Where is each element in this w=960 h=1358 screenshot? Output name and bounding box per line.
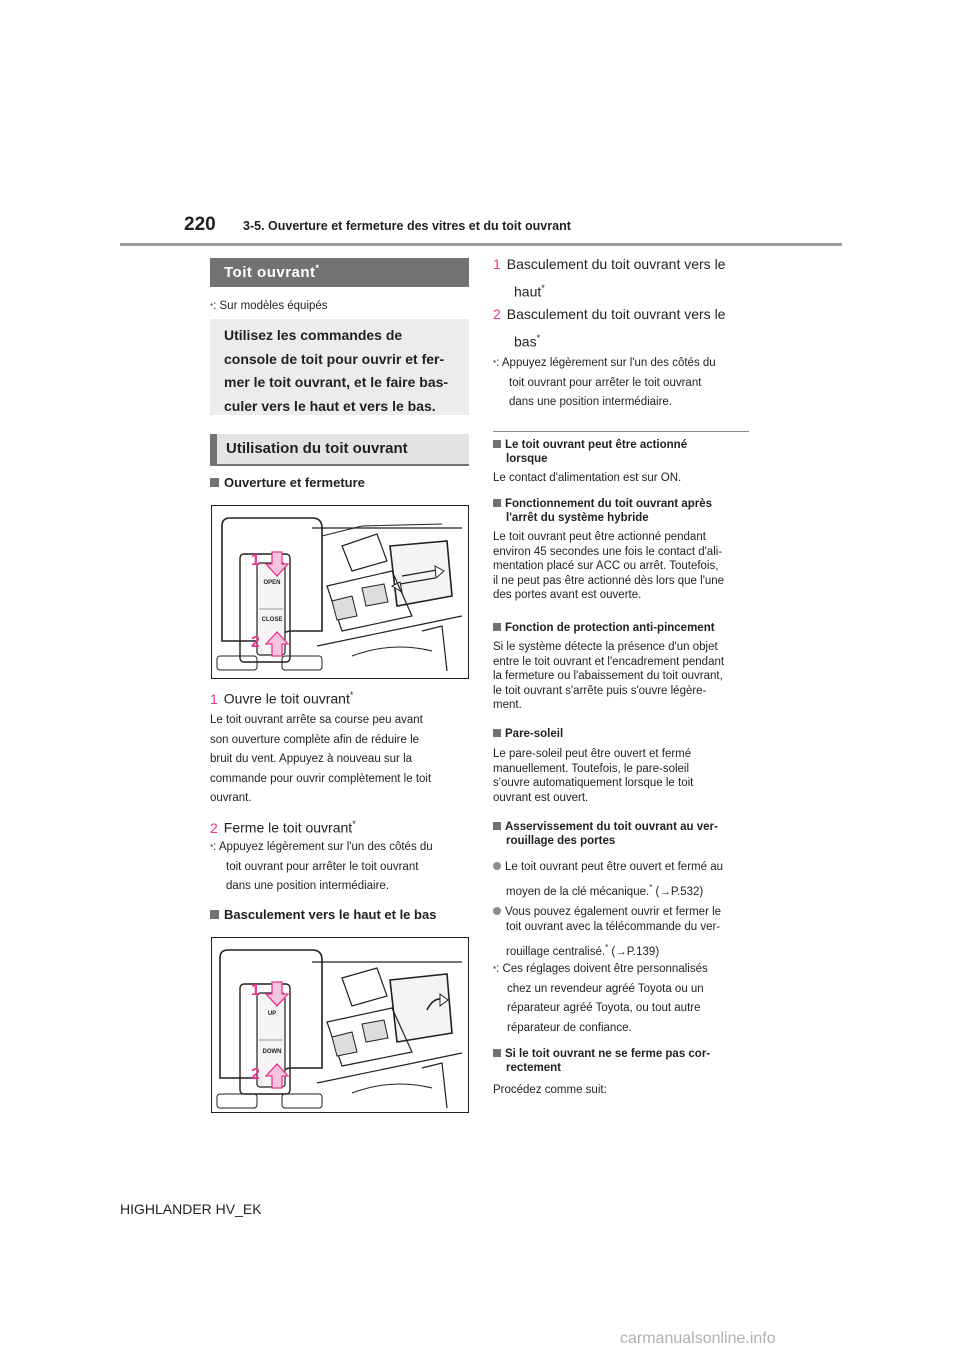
right-step-2: 2 Basculement du toit ouvrant vers le bas* <box>493 306 726 350</box>
figure-callout-1: 1 <box>251 552 260 569</box>
left-star-note: *: Appuyez légèrement sur l'un des côtés du toit ouvrant pour arrêter le toit ouvrant dans une position intermédiaire. <box>210 841 433 892</box>
operable-when-body: Le contact d'alimentation est sur ON. <box>493 472 682 484</box>
right-star-note-2: *: Ces réglages doivent être personnalisés chez un revendeur agréé Toyota ou un réparateur agréé Toyota, ou tout autre réparateur de confiance. <box>493 963 708 1034</box>
section-title: 3-5. Ouverture et fermeture des vitres et du toit ouvrant <box>243 219 571 233</box>
anti-pinch-body: Si le système détecte la présence d'un objet entre le toit ouvrant et l'encadrement pendant la fermeture ou l'abaissement du toit ouvrant, le toit ouvrant s'arrête puis s'ouvre légère- ment. <box>493 641 725 711</box>
page-number: 220 <box>184 214 216 235</box>
figure2-callout-2: 2 <box>251 1066 260 1083</box>
door-lock-link-heading: Asservissement du toit ouvrant au ver- rouillage des portes <box>493 820 718 848</box>
operable-when-heading: Le toit ouvrant peut être actionné lorsque <box>493 438 687 466</box>
not-closing-body: Procédez comme suit: <box>493 1084 607 1096</box>
after-hybrid-stop-heading: Fonctionnement du toit ouvrant après l'arrêt du système hybride <box>493 497 712 525</box>
page-ref-532[interactable]: (→P.532) <box>652 885 704 898</box>
figure2-callout-1: 1 <box>251 982 260 999</box>
down-switch-label: DOWN <box>262 1049 282 1055</box>
intro-box: Utilisez les commandes de console de toit pour ouvrir et fer- mer le toit ouvrant, et le faire bas- culer vers le haut et vers le bas. <box>210 319 469 415</box>
tilt-figure <box>211 937 469 1113</box>
bullet-mechanical-key: Le toit ouvrant peut être ouvert et fermé au moyen de la clé mécanique.* (→P.532) <box>493 858 723 902</box>
after-hybrid-stop-body: Le toit ouvrant peut être actionné pendant environ 45 secondes une fois le contact d'ali- mentation placé sur ACC ou arrêt. Toutefois, il ne peut pas être actionné dès lors que l'une des portes avant est ouverte. <box>493 531 725 601</box>
figure-callout-2: 2 <box>251 634 260 651</box>
sunroof-heading: Toit ouvrant* <box>210 258 469 287</box>
up-switch-label: UP <box>267 1011 277 1017</box>
right-star-note: *: Appuyez légèrement sur l'un des côtés du toit ouvrant pour arrêter le toit ouvrant dans une position intermédiaire. <box>493 357 716 408</box>
anti-pinch-heading: Fonction de protection anti-pincement <box>493 621 715 635</box>
right-step-1: 1 Basculement du toit ouvrant vers le haut* <box>493 256 726 300</box>
left-step-2: 2 Ferme le toit ouvrant* <box>210 819 356 836</box>
sunshade-body: Le pare-soleil peut être ouvert et fermé manuellement. Toutefois, le pare-soleil s'ouvre automatiquement lorsque le toit ouvrant est ouvert. <box>493 748 694 804</box>
bullet-remote-lock: Vous pouvez également ouvrir et fermer le toit ouvrant avec la télécommande du ver- rouillage centralisé.* (→P.139) <box>493 905 721 960</box>
close-switch-label: CLOSE <box>261 617 283 623</box>
model-footer: HIGHLANDER HV_EK <box>120 1201 262 1217</box>
not-closing-heading: Si le toit ouvrant ne se ferme pas cor- rectement <box>493 1047 710 1075</box>
open-close-heading: Ouverture et fermeture <box>210 475 365 490</box>
watermark: carmanualsonline.info <box>620 1330 776 1347</box>
usage-heading: Utilisation du toit ouvrant <box>210 434 469 466</box>
sunshade-heading: Pare-soleil <box>493 727 563 741</box>
left-step-1: 1 Ouvre le toit ouvrant* <box>210 690 354 707</box>
equipped-note: *: Sur modèles équipés <box>210 300 328 312</box>
section-divider <box>493 431 749 432</box>
step-1-description: Le toit ouvrant arrête sa course peu avant son ouverture complète afin de réduire le bruit du vent. Appuyez à nouveau sur la commande pour ouvrir complètement le toit ouvrant. <box>210 714 432 804</box>
open-switch-label: OPEN <box>263 580 281 586</box>
tilt-heading: Basculement vers le haut et le bas <box>210 907 436 922</box>
open-close-figure <box>211 505 469 679</box>
console-illustration-1 <box>212 506 468 678</box>
header-rule <box>120 243 842 246</box>
page-ref-139[interactable]: (→P.139) <box>608 945 660 958</box>
console-illustration-2 <box>212 938 468 1112</box>
